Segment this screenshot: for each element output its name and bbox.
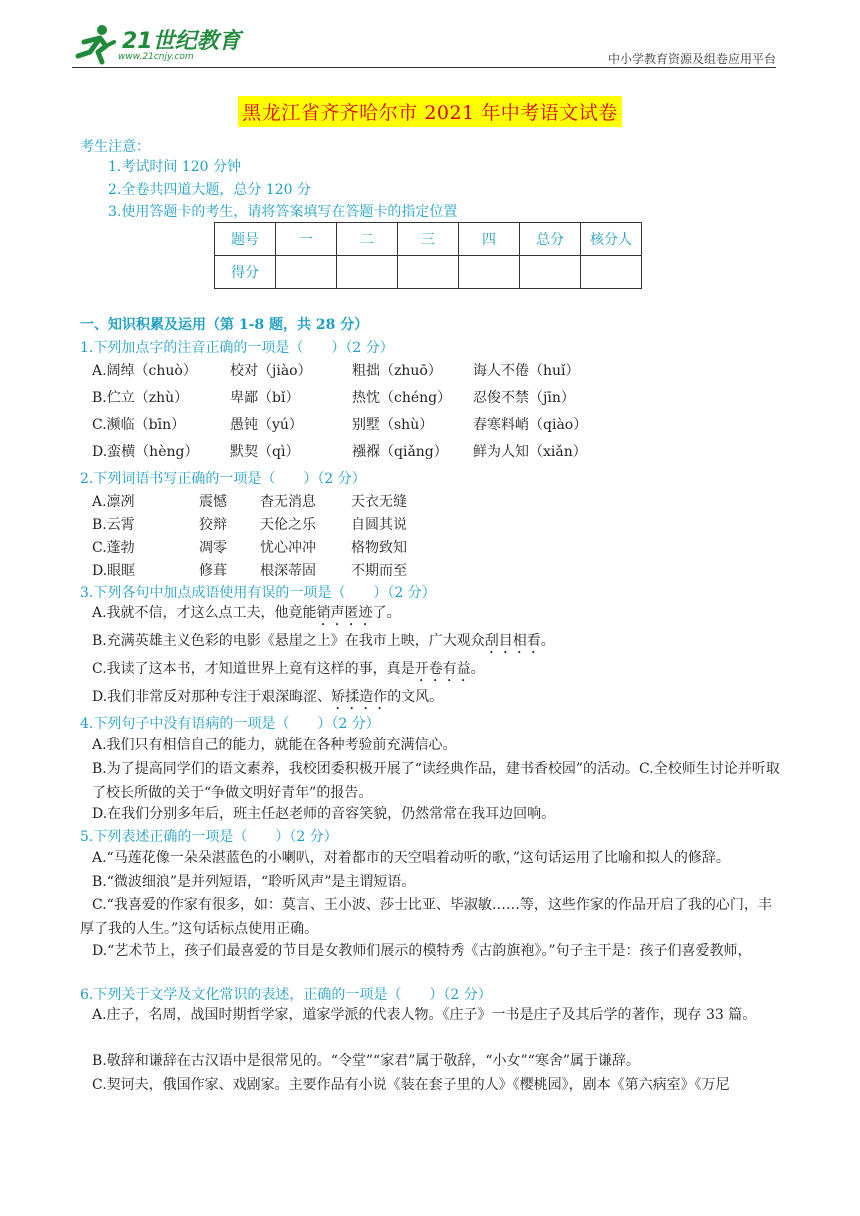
q1-option: 校对（jiào） <box>230 363 312 379</box>
q2-option: D.眼眶 <box>92 563 136 579</box>
q2-option: 凋零 <box>199 540 227 556</box>
q1-option: 诲人不倦（huǐ） <box>473 363 580 379</box>
q2-option: B.云霄 <box>92 517 135 533</box>
q3-text: A.我就不信，才这么点工夫，他竟能 <box>92 605 317 621</box>
q1-option: A.阔绰（chuò） <box>92 363 197 379</box>
q1-option: 春寒料峭（qiào） <box>473 417 588 433</box>
notice-heading: 考生注意： <box>80 139 150 155</box>
q2-option: 天衣无缝 <box>351 494 407 510</box>
q2-option: 根深蒂固 <box>260 563 316 579</box>
score-input-cell[interactable] <box>398 256 459 289</box>
q1-option: 粗拙（zhuō） <box>352 363 442 379</box>
q1-option: C.濒临（bīn） <box>92 417 186 433</box>
q2-option: 格物致知 <box>351 540 407 556</box>
question-title: 2.下列词语书写正确的一项是（ ）（2 分） <box>80 471 366 487</box>
q6-option-b: B.敬辞和谦辞在古汉语中是很常见的。“令堂”“家君”属于敬辞，“小女”“寒舍”属于谦辞。 <box>92 1053 640 1069</box>
question-title: 5.下列表述正确的一项是（ ）（2 分） <box>80 829 338 845</box>
score-header-cell: 总分 <box>520 223 581 256</box>
q5-option-a: A.“马莲花像一朵朵湛蓝色的小喇叭，对着都市的天空唱着动听的歌，”这句话运用了比喻和拟人的修辞。 <box>92 850 730 866</box>
q1-option: 忍俊不禁（jīn） <box>473 390 575 406</box>
q2-option: 狡辩 <box>199 517 227 533</box>
q2-option: 杳无消息 <box>260 494 316 510</box>
score-table-row <box>215 256 642 289</box>
score-header-cell: 核分人 <box>581 223 642 256</box>
score-input-cell[interactable] <box>459 256 520 289</box>
score-input-cell[interactable] <box>581 256 642 289</box>
platform-name: 中小学教育资源及组卷应用平台 <box>607 52 776 66</box>
q5-option-d: D.“艺术节上，孩子们最喜爱的节目是女教师们展示的模特秀《古韵旗袍》。”句子主干是：孩子们喜爱教师， <box>92 943 752 959</box>
q1-option: 卑鄙（bǐ） <box>230 390 300 406</box>
q1-option: 默契（qì） <box>230 444 300 460</box>
score-table <box>214 222 642 289</box>
q2-option: 震憾 <box>199 494 227 510</box>
q3-dotted-idiom: 销声匿迹 <box>316 605 373 621</box>
q3-dotted-idiom: 刮目相看 <box>484 633 541 649</box>
logo-brand-text: 21世纪教育 <box>122 29 241 54</box>
q3-option-b <box>92 629 780 657</box>
q1-option: 别墅（shù） <box>352 417 434 433</box>
question-title: 3.下列各句中加点成语使用有误的一项是（ ）（2 分） <box>80 585 436 601</box>
score-header-cell: 题号 <box>215 223 276 256</box>
q3-text: C.我读了这本书，才知道世界上竟有这样的事，真是 <box>92 661 415 677</box>
question-title: 4.下列句子中没有语病的一项是（ ）（2 分） <box>80 716 380 732</box>
exam-title: 黑龙江省齐齐哈尔市 2021 年中考语文试卷 <box>238 96 621 127</box>
q4-option-d: D.在我们分别多年后，班主任赵老师的音容笑貌，仍然常常在我耳边回响。 <box>92 806 556 822</box>
q1-option: 鲜为人知（xiǎn） <box>473 444 587 460</box>
runner-icon <box>72 22 118 66</box>
q2-option: 不期而至 <box>351 563 407 579</box>
q3-text: B.充满英雄主义色彩的电影《悬崖之上》在我市上映，广大观众 <box>92 633 485 649</box>
q6-option-c: C.契诃夫，俄国作家、戏剧家。主要作品有小说《装在套子里的人》《樱桃园》，剧本《第六病室》《万尼 <box>92 1077 730 1093</box>
q1-option: 热忱（chéng） <box>352 390 452 406</box>
score-input-cell[interactable] <box>520 256 581 289</box>
q2-option: 修葺 <box>199 563 227 579</box>
q2-option: 忧心冲冲 <box>260 540 316 556</box>
score-header-cell: 三 <box>398 223 459 256</box>
site-logo[interactable] <box>72 22 272 66</box>
notice-item: 1.考试时间 120 分钟 <box>108 159 241 175</box>
score-header-cell: 二 <box>337 223 398 256</box>
q3-text: 了。 <box>372 605 401 621</box>
notice-list <box>108 156 457 224</box>
q5-option-b: B.“微波细浪”是并列短语，“聆听风声”是主谓短语。 <box>92 874 416 890</box>
q2-option: A.凛冽 <box>92 494 135 510</box>
q5-option-c: C.“我喜爱的作家有很多，如：莫言、王小波、莎士比亚、毕淑敏……等，这些作家的作品开启了我的心门，丰厚了我的人生。”这句话标点使用正确。 <box>80 897 772 937</box>
q3-text: 。 <box>470 661 485 677</box>
q3-text: 的文风。 <box>387 689 444 705</box>
title-wrap <box>0 96 860 127</box>
score-table-header-row <box>215 223 642 256</box>
q3-option-a <box>92 601 780 629</box>
score-header-cell: 一 <box>276 223 337 256</box>
notice-item: 2.全卷共四道大题，总分 120 分 <box>108 181 311 198</box>
q4-option-a: A.我们只有相信自己的能力，就能在各种考验前充满信心。 <box>92 737 457 753</box>
section-title: 一、知识积累及运用（第 1-8 题，共 28 分） <box>80 317 369 333</box>
q3-dotted-idiom: 开卷有益 <box>414 661 471 677</box>
q2-option: 自圆其说 <box>351 517 407 533</box>
score-header-cell: 四 <box>459 223 520 256</box>
score-row-label: 得分 <box>215 256 276 289</box>
header-divider <box>72 67 776 68</box>
q1-option: D.蛮横（hèng） <box>92 444 199 460</box>
q2-option: C.蓬勃 <box>92 540 135 556</box>
q6-option-a: A.庄子，名周，战国时期哲学家，道家学派的代表人物。《庄子》一书是庄子及其后学的著作，现存 33 篇。 <box>92 1007 757 1023</box>
q1-option: B.伫立（zhù） <box>92 390 189 406</box>
q1-option: 襁褓（qiǎng） <box>352 444 448 460</box>
score-input-cell[interactable] <box>337 256 398 289</box>
q2-option: 天伦之乐 <box>260 517 316 533</box>
logo-url-text: www.21cnjy.com <box>118 52 194 62</box>
question-title: 6.下列关于文学及文化常识的表述，正确的一项是（ ）（2 分） <box>80 987 492 1003</box>
q3-option-c <box>92 657 780 685</box>
q3-dotted-idiom: 矫揉造作 <box>331 689 388 705</box>
q3-text: D.我们非常反对那种专注于艰深晦涩、 <box>92 689 332 705</box>
score-input-cell[interactable] <box>276 256 337 289</box>
q3-text: 。 <box>540 633 555 649</box>
q3-option-d <box>92 685 780 713</box>
question-title: 1.下列加点字的注音正确的一项是（ ）（2 分） <box>80 340 394 356</box>
q1-option: 愚钝（yú） <box>230 417 303 433</box>
q4-option-b: B.为了提高同学们的语文素养，我校团委积极开展了“读经典作品，建书香校园”的活动。C.全校师生讨论并听取了校长所做的关于“争做文明好青年”的报告。 <box>92 761 780 801</box>
notice-item: 3.使用答题卡的考生，请将答案填写在答题卡的指定位置 <box>108 204 458 220</box>
